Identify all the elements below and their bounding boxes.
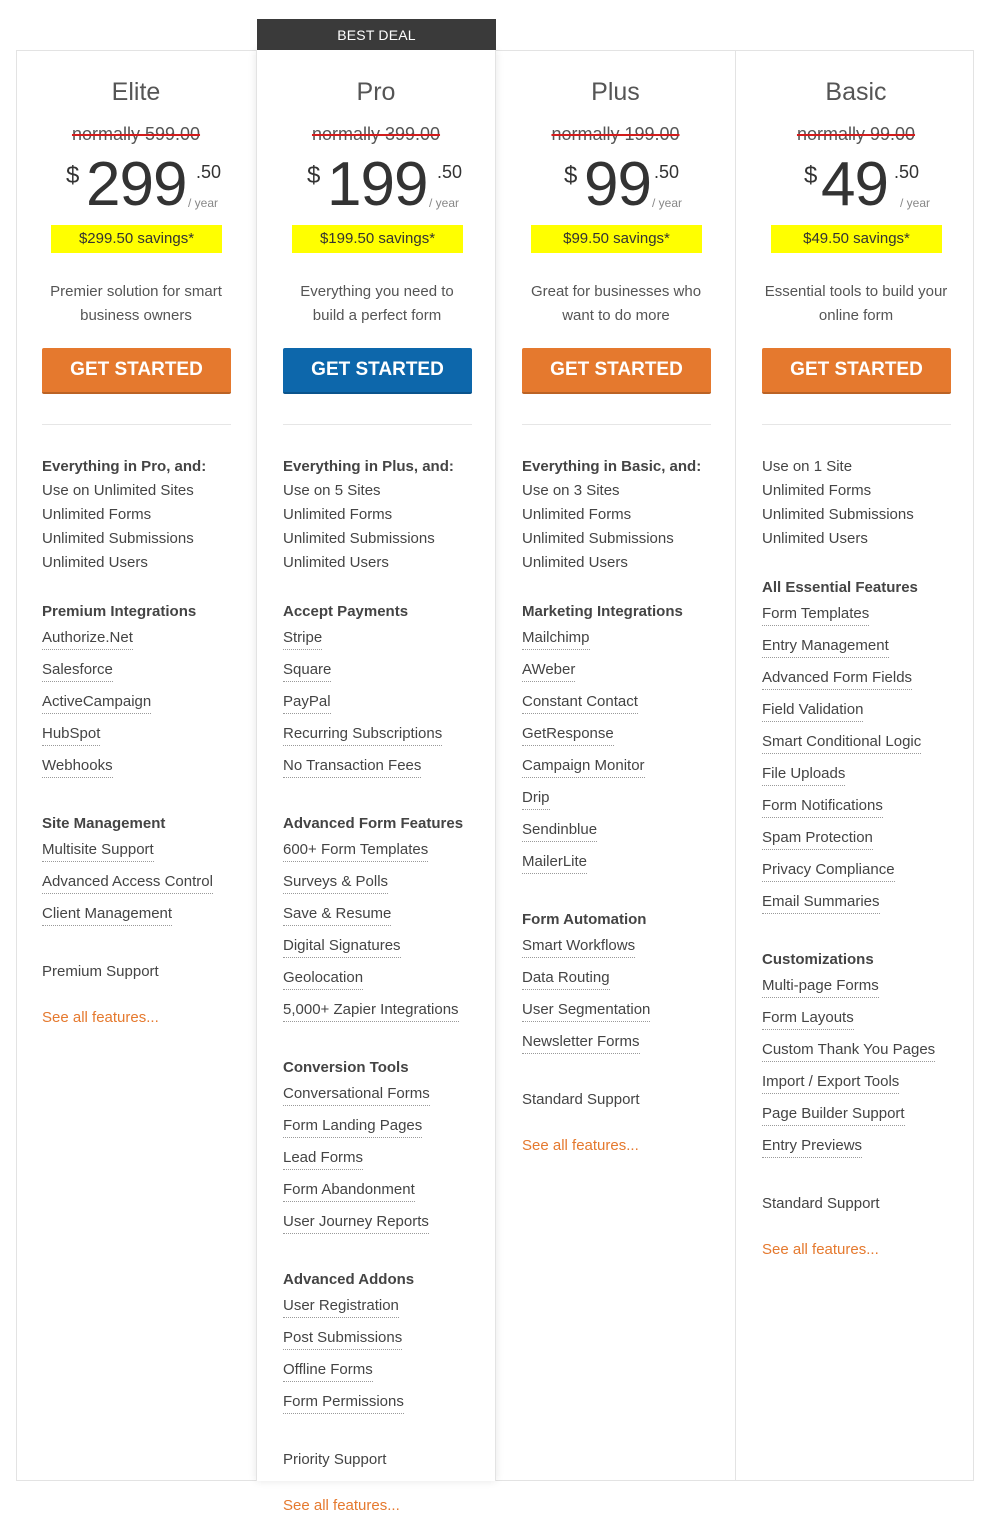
plan-column-pro — [256, 50, 496, 1514]
support-level: Standard Support — [762, 1195, 880, 1212]
feature-link[interactable]: 600+ Form Templates — [283, 839, 428, 862]
feature-item: Unlimited Users — [42, 554, 148, 571]
divider — [42, 424, 231, 425]
feature-group — [522, 908, 727, 1063]
feature-link[interactable]: Smart Conditional Logic — [762, 731, 921, 754]
feature-group — [283, 1056, 488, 1243]
feature-item: Use on Unlimited Sites — [42, 482, 194, 499]
get-started-button-pro[interactable]: GET STARTED — [283, 348, 472, 394]
feature-link[interactable]: Form Notifications — [762, 795, 883, 818]
feature-link[interactable]: User Registration — [283, 1295, 399, 1318]
price-cents: .50 — [196, 162, 222, 182]
feature-group-base — [762, 455, 967, 551]
savings-badge: $199.50 savings* — [292, 225, 463, 253]
price-period: / year — [429, 196, 460, 210]
feature-link[interactable]: Mailchimp — [522, 627, 590, 650]
price — [736, 150, 976, 220]
plan-name: Plus — [591, 78, 640, 106]
feature-group — [762, 576, 967, 923]
feature-group-base — [522, 455, 727, 575]
feature-group-title: Advanced Form Features — [283, 815, 464, 832]
price-period: / year — [188, 196, 219, 210]
feature-link[interactable]: 5,000+ Zapier Integrations — [283, 999, 459, 1022]
savings-badge: $99.50 savings* — [531, 225, 702, 253]
feature-link[interactable]: MailerLite — [522, 851, 587, 874]
plan-column-elite — [16, 50, 256, 1481]
price — [16, 150, 256, 220]
feature-item: Unlimited Submissions — [283, 530, 435, 547]
feature-link[interactable]: Constant Contact — [522, 691, 638, 714]
feature-link[interactable]: AWeber — [522, 659, 575, 682]
feature-group-support — [283, 1448, 488, 1472]
price-amount: 99 — [584, 150, 651, 219]
feature-link[interactable]: Post Submissions — [283, 1327, 402, 1350]
feature-group — [522, 600, 727, 883]
feature-link[interactable]: Form Layouts — [762, 1007, 854, 1030]
feature-item: Use on 3 Sites — [522, 482, 620, 499]
feature-link[interactable]: Field Validation — [762, 699, 863, 722]
feature-item: Unlimited Forms — [283, 506, 393, 523]
feature-link[interactable]: Lead Forms — [283, 1147, 363, 1170]
divider — [283, 424, 472, 425]
feature-link[interactable]: Spam Protection — [762, 827, 873, 850]
feature-item: Unlimited Submissions — [42, 530, 194, 547]
feature-link[interactable]: Data Routing — [522, 967, 610, 990]
feature-link[interactable]: Entry Management — [762, 635, 889, 658]
feature-group-title: Site Management — [42, 815, 166, 832]
feature-item: Unlimited Users — [283, 554, 389, 571]
feature-link[interactable]: Newsletter Forms — [522, 1031, 640, 1054]
feature-link[interactable]: HubSpot — [42, 723, 100, 746]
plan-description-line: Everything you need to — [300, 283, 454, 300]
feature-list — [762, 455, 967, 1260]
feature-item: Unlimited Forms — [762, 482, 872, 499]
support-level: Priority Support — [283, 1451, 387, 1468]
feature-link[interactable]: Authorize.Net — [42, 627, 133, 650]
feature-link[interactable]: File Uploads — [762, 763, 845, 786]
feature-link[interactable]: Advanced Access Control — [42, 871, 213, 894]
see-all-features-link[interactable]: See all features... — [283, 1497, 400, 1514]
feature-group-support — [42, 960, 247, 984]
price-cents: .50 — [437, 162, 463, 182]
feature-item: Unlimited Users — [762, 530, 868, 547]
feature-link[interactable]: Email Summaries — [762, 891, 880, 914]
plan-description-line: Essential tools to build your — [764, 283, 948, 300]
feature-link[interactable]: Form Landing Pages — [283, 1115, 422, 1138]
feature-group-base — [283, 455, 488, 575]
feature-group-title: Everything in Basic, and: — [522, 458, 702, 475]
feature-group — [283, 600, 488, 787]
plan-description-line: Premier solution for smart — [50, 283, 222, 300]
feature-group-title: Customizations — [762, 951, 874, 968]
plan-description-line: want to do more — [562, 307, 670, 324]
feature-link[interactable]: Form Templates — [762, 603, 869, 626]
feature-link[interactable]: Conversational Forms — [283, 1083, 430, 1106]
price-period: / year — [900, 196, 931, 210]
plan-description — [756, 280, 956, 328]
feature-link[interactable]: User Journey Reports — [283, 1211, 429, 1234]
plan-name: Basic — [825, 78, 887, 106]
feature-link[interactable]: No Transaction Fees — [283, 755, 421, 778]
plan-description — [36, 280, 236, 328]
feature-item: Unlimited Forms — [522, 506, 632, 523]
feature-link[interactable]: Advanced Form Fields — [762, 667, 912, 690]
feature-item: Unlimited Submissions — [762, 506, 914, 523]
feature-group-title: Accept Payments — [283, 603, 409, 620]
feature-link[interactable]: Form Permissions — [283, 1391, 404, 1414]
plan-name: Pro — [356, 78, 396, 106]
feature-link[interactable]: PayPal — [283, 691, 331, 714]
plan-description-line: online form — [818, 307, 894, 324]
divider — [522, 424, 711, 425]
plan-description-line: Great for businesses who — [530, 283, 702, 300]
feature-link[interactable]: Webhooks — [42, 755, 113, 778]
price-cents: .50 — [654, 162, 680, 182]
feature-item: Unlimited Users — [522, 554, 628, 571]
best-deal-badge: BEST DEAL — [257, 19, 496, 50]
normal-price: normally 199.00 — [551, 124, 680, 144]
plan-description-line: business owners — [80, 307, 192, 324]
feature-item: Unlimited Forms — [42, 506, 152, 523]
price-currency: $ — [66, 162, 80, 189]
feature-group-support — [522, 1088, 727, 1112]
feature-group-title: Everything in Plus, and: — [283, 458, 454, 475]
plan-description-line: build a perfect form — [312, 307, 442, 324]
feature-list — [522, 455, 727, 1156]
get-started-button-elite[interactable]: GET STARTED — [42, 348, 231, 394]
feature-group-title: Premium Integrations — [42, 603, 197, 620]
normal-price: normally 99.00 — [796, 124, 916, 144]
feature-list — [42, 455, 247, 1028]
feature-link[interactable]: Form Abandonment — [283, 1179, 415, 1202]
feature-group-support — [762, 1192, 967, 1216]
see-all-features-link[interactable]: See all features... — [522, 1137, 639, 1154]
feature-item: Use on 1 Site — [762, 458, 853, 475]
feature-group-title: Form Automation — [522, 911, 647, 928]
feature-link[interactable]: ActiveCampaign — [42, 691, 151, 714]
divider — [762, 424, 951, 425]
feature-link[interactable]: Multisite Support — [42, 839, 154, 862]
feature-group — [42, 812, 247, 935]
get-started-button-plus[interactable]: GET STARTED — [522, 348, 711, 394]
feature-group-title: All Essential Features — [762, 579, 918, 596]
see-all-features-link[interactable]: See all features... — [42, 1009, 159, 1026]
feature-group — [283, 1268, 488, 1423]
feature-item: Unlimited Submissions — [522, 530, 674, 547]
feature-group-title: Conversion Tools — [283, 1059, 409, 1076]
price-currency: $ — [804, 162, 818, 189]
feature-link[interactable]: GetResponse — [522, 723, 614, 746]
feature-group — [283, 812, 488, 1031]
savings-badge: $299.50 savings* — [51, 225, 222, 253]
plan-description — [516, 280, 716, 328]
feature-link[interactable]: Save & Resume — [283, 903, 391, 926]
feature-link[interactable]: Square — [283, 659, 331, 682]
price-period: / year — [652, 196, 683, 210]
feature-link[interactable]: Offline Forms — [283, 1359, 373, 1382]
price-currency: $ — [564, 162, 578, 189]
normal-price: normally 599.00 — [71, 124, 201, 144]
price-amount: 49 — [821, 150, 888, 219]
feature-link[interactable]: Smart Workflows — [522, 935, 635, 958]
feature-link[interactable]: Recurring Subscriptions — [283, 723, 442, 746]
price-cents: .50 — [894, 162, 920, 182]
plan-column-basic — [736, 50, 976, 1481]
feature-link[interactable]: Custom Thank You Pages — [762, 1039, 935, 1062]
price-amount: 299 — [86, 150, 187, 219]
price-currency: $ — [307, 162, 321, 189]
support-level: Premium Support — [42, 963, 159, 980]
feature-item: Use on 5 Sites — [283, 482, 381, 499]
price — [257, 150, 495, 220]
feature-link[interactable]: Campaign Monitor — [522, 755, 645, 778]
feature-group-title: Everything in Pro, and: — [42, 458, 207, 475]
price — [496, 150, 735, 220]
get-started-button-basic[interactable]: GET STARTED — [762, 348, 951, 394]
feature-link[interactable]: Client Management — [42, 903, 172, 926]
feature-link[interactable]: Import / Export Tools — [762, 1071, 899, 1094]
feature-group-title: Advanced Addons — [283, 1271, 415, 1288]
feature-list — [283, 455, 488, 1516]
feature-link[interactable]: User Segmentation — [522, 999, 650, 1022]
feature-link[interactable]: Entry Previews — [762, 1135, 862, 1158]
feature-link[interactable]: Sendinblue — [522, 819, 597, 842]
plan-name: Elite — [111, 78, 161, 106]
feature-link[interactable]: Multi-page Forms — [762, 975, 879, 998]
price-amount: 199 — [327, 150, 428, 219]
feature-link[interactable]: Drip — [522, 787, 550, 810]
feature-group-base — [42, 455, 247, 575]
feature-link[interactable]: Geolocation — [283, 967, 363, 990]
plan-description — [277, 280, 477, 328]
feature-group — [42, 600, 247, 787]
support-level: Standard Support — [522, 1091, 640, 1108]
plan-column-plus — [496, 50, 736, 1481]
feature-link[interactable]: Privacy Compliance — [762, 859, 895, 882]
see-all-features-link[interactable]: See all features... — [762, 1241, 879, 1258]
feature-group-title: Marketing Integrations — [522, 603, 683, 620]
feature-link[interactable]: Surveys & Polls — [283, 871, 388, 894]
feature-group — [762, 948, 967, 1167]
savings-badge: $49.50 savings* — [771, 225, 942, 253]
feature-link[interactable]: Page Builder Support — [762, 1103, 905, 1126]
feature-link[interactable]: Stripe — [283, 627, 322, 650]
normal-price: normally 399.00 — [311, 124, 441, 144]
feature-link[interactable]: Salesforce — [42, 659, 113, 682]
feature-link[interactable]: Digital Signatures — [283, 935, 401, 958]
